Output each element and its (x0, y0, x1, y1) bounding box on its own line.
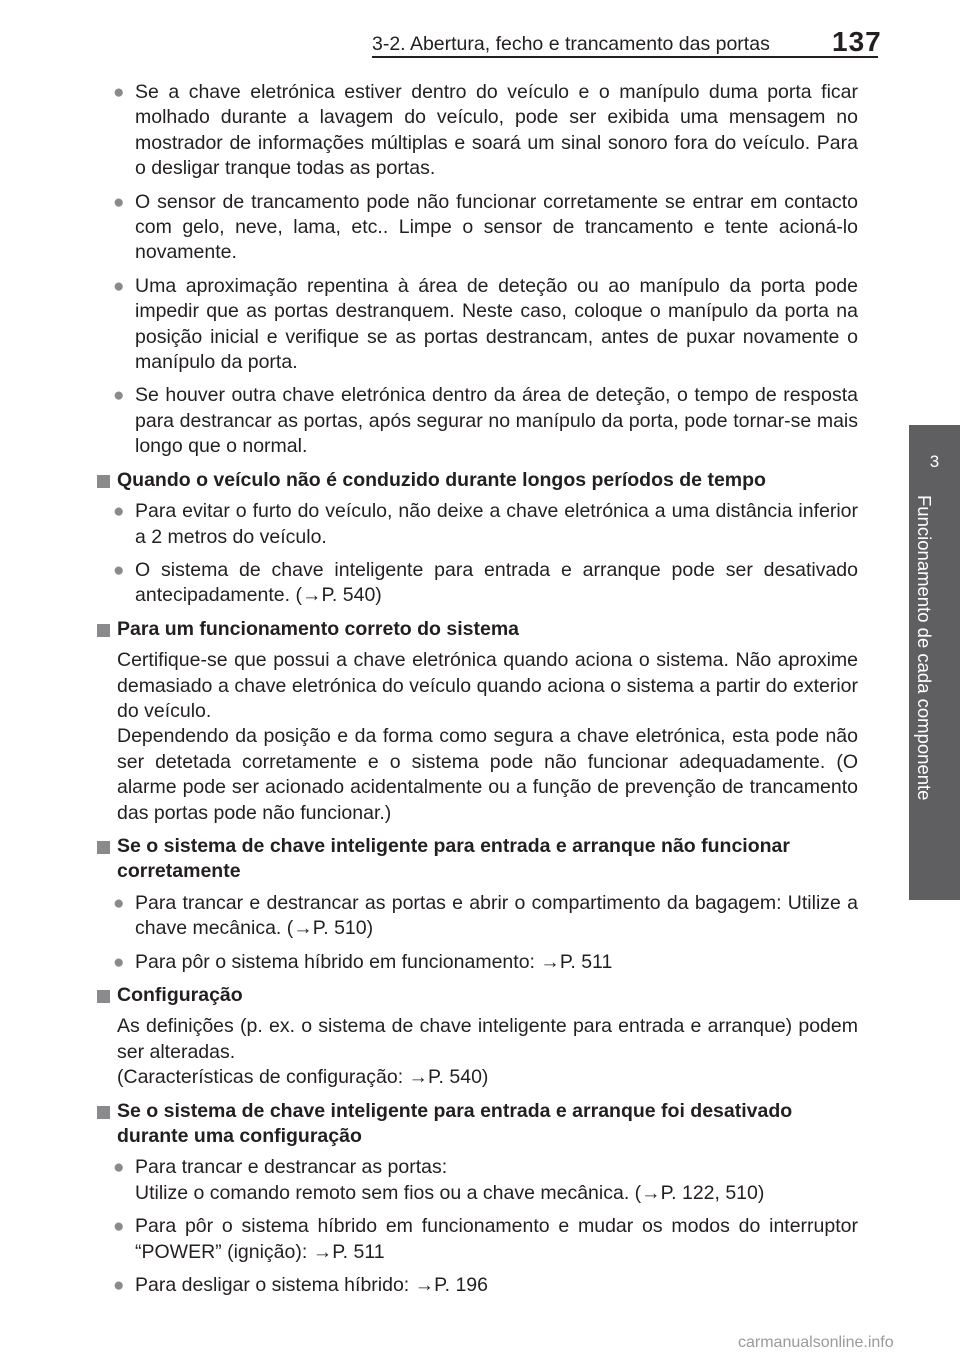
watermark: carmanualsonline.info (738, 1334, 894, 1351)
bullet-item (95, 80, 858, 182)
paragraph-line: (Características de configuração: →P. 540) (117, 1066, 489, 1089)
bullet-item (95, 383, 858, 459)
heading-square-icon (97, 475, 110, 488)
bullet-item (95, 274, 858, 376)
bullet-dot-icon: ● (113, 892, 125, 914)
bullet-item (95, 558, 858, 609)
bullet-text: Para trancar e destrancar as portas e abrir o compartimento da bagagem: Utilize a chave mecânica. (→P. 510) (135, 891, 858, 940)
bullet-dot-icon: ● (113, 191, 125, 213)
heading-text: Se o sistema de chave inteligente para entrada e arranque foi desativado durante uma configuração (117, 1099, 793, 1148)
bullet-text: Para evitar o furto do veículo, não deixe a chave eletrónica a uma distância inferior a 2 metros do veículo. (135, 500, 858, 548)
bullet-dot-icon: ● (113, 385, 125, 407)
header-rule (372, 56, 878, 58)
heading-square-icon (97, 1106, 110, 1119)
bullet-dot-icon: ● (113, 82, 125, 103)
page-content (95, 80, 858, 1306)
section-heading (95, 617, 858, 642)
bullet-text: O sensor de trancamento pode não funcionar corretamente se entrar em contacto com gelo, neve, lama, etc.. Limpe o sensor de trancamento e tente acioná-lo novamente. (135, 190, 858, 264)
chapter-tab (909, 425, 960, 900)
chapter-label: Funcionamento de cada componente (914, 495, 935, 801)
heading-text: Para um funcionamento correto do sistema (117, 617, 520, 640)
bullet-text: Para pôr o sistema híbrido em funcionamento: →P. 511 (135, 950, 613, 973)
bullet-line: Utilize o comando remoto sem fios ou a chave mecânica. (→P. 122, 510) (135, 1181, 765, 1204)
heading-text: Quando o veículo não é conduzido durante longos períodos de tempo (117, 468, 766, 491)
bullet-text: Para desligar o sistema híbrido: →P. 196 (135, 1274, 488, 1297)
bullet-dot-icon: ● (113, 275, 125, 297)
bullet-dot-icon: ● (113, 501, 125, 523)
paragraph (95, 648, 858, 826)
bullet-dot-icon: ● (113, 1275, 125, 1297)
bullet-item (95, 1155, 858, 1206)
heading-text: Se o sistema de chave inteligente para entrada e arranque não funcionar corretamente (117, 834, 790, 883)
heading-square-icon (97, 624, 110, 637)
paragraph-line: As definições (p. ex. o sistema de chave inteligente para entrada e arranque) podem ser alteradas. (117, 1015, 858, 1063)
bullet-text: Uma aproximação repentina à área de deteção ou ao manípulo da porta pode impedir que as portas destranquem. Neste caso, coloque o manípulo da porta na posição inicial e verifique se as portas destrancam, antes de puxar novamente o manípulo da porta. (135, 274, 858, 374)
bullet-item (95, 499, 858, 550)
section-heading (95, 834, 858, 885)
section-heading (95, 983, 858, 1008)
page-number: 137 (832, 26, 882, 57)
page-header (0, 0, 960, 60)
bullet-item (95, 1214, 858, 1265)
bullet-text: Se a chave eletrónica estiver dentro do veículo e o manípulo duma porta ficar molhado durante a lavagem do veículo, pode ser exibida uma mensagem no mostrador de informações múltiplas e soará um sinal sonoro fora do veículo. Para o desligar tranque todas as portas. (135, 81, 858, 180)
bullet-text: Para pôr o sistema híbrido em funcionamento e mudar os modos do interruptor “POWER” (ignição): →P. 511 (135, 1215, 858, 1263)
bullet-dot-icon: ● (113, 559, 125, 581)
paragraph-line: Certifique-se que possui a chave eletrónica quando aciona o sistema. Não aproxime demasiado a chave eletrónica do veículo quando aciona o sistema a partir do exterior do veículo. (117, 649, 858, 722)
bullet-dot-icon: ● (113, 1157, 125, 1179)
paragraph-line: Dependendo da posição e da forma como segura a chave eletrónica, esta pode não ser detetada corretamente e o sistema pode não funcionar adequadamente. (O alarme pode ser acionado acidentalmente ou a função de prevenção de trancamento das portas pode não funcionar.) (117, 725, 858, 824)
section-heading (95, 1099, 858, 1150)
bullet-item (95, 891, 858, 942)
bullet-text: Se houver outra chave eletrónica dentro da área de deteção, o tempo de resposta para destrancar as portas, após segurar no manípulo da porta, pode tornar-se mais longo que o normal. (135, 384, 858, 458)
section-title: 3-2. Abertura, fecho e trancamento das portas (372, 33, 770, 55)
chapter-number: 3 (929, 452, 940, 471)
section-heading (95, 468, 858, 493)
bullet-item (95, 190, 858, 266)
heading-text: Configuração (117, 984, 243, 1006)
bullet-dot-icon: ● (113, 1216, 125, 1238)
bullet-dot-icon: ● (113, 951, 125, 973)
heading-square-icon (97, 841, 110, 854)
heading-square-icon (97, 990, 110, 1003)
bullet-item (95, 950, 858, 975)
bullet-text: O sistema de chave inteligente para entrada e arranque pode ser desativado antecipadamente. (→P. 540) (135, 558, 858, 607)
bullet-line: Para trancar e destrancar as portas: (135, 1156, 448, 1179)
paragraph (95, 1014, 858, 1090)
bullet-item (95, 1273, 858, 1298)
